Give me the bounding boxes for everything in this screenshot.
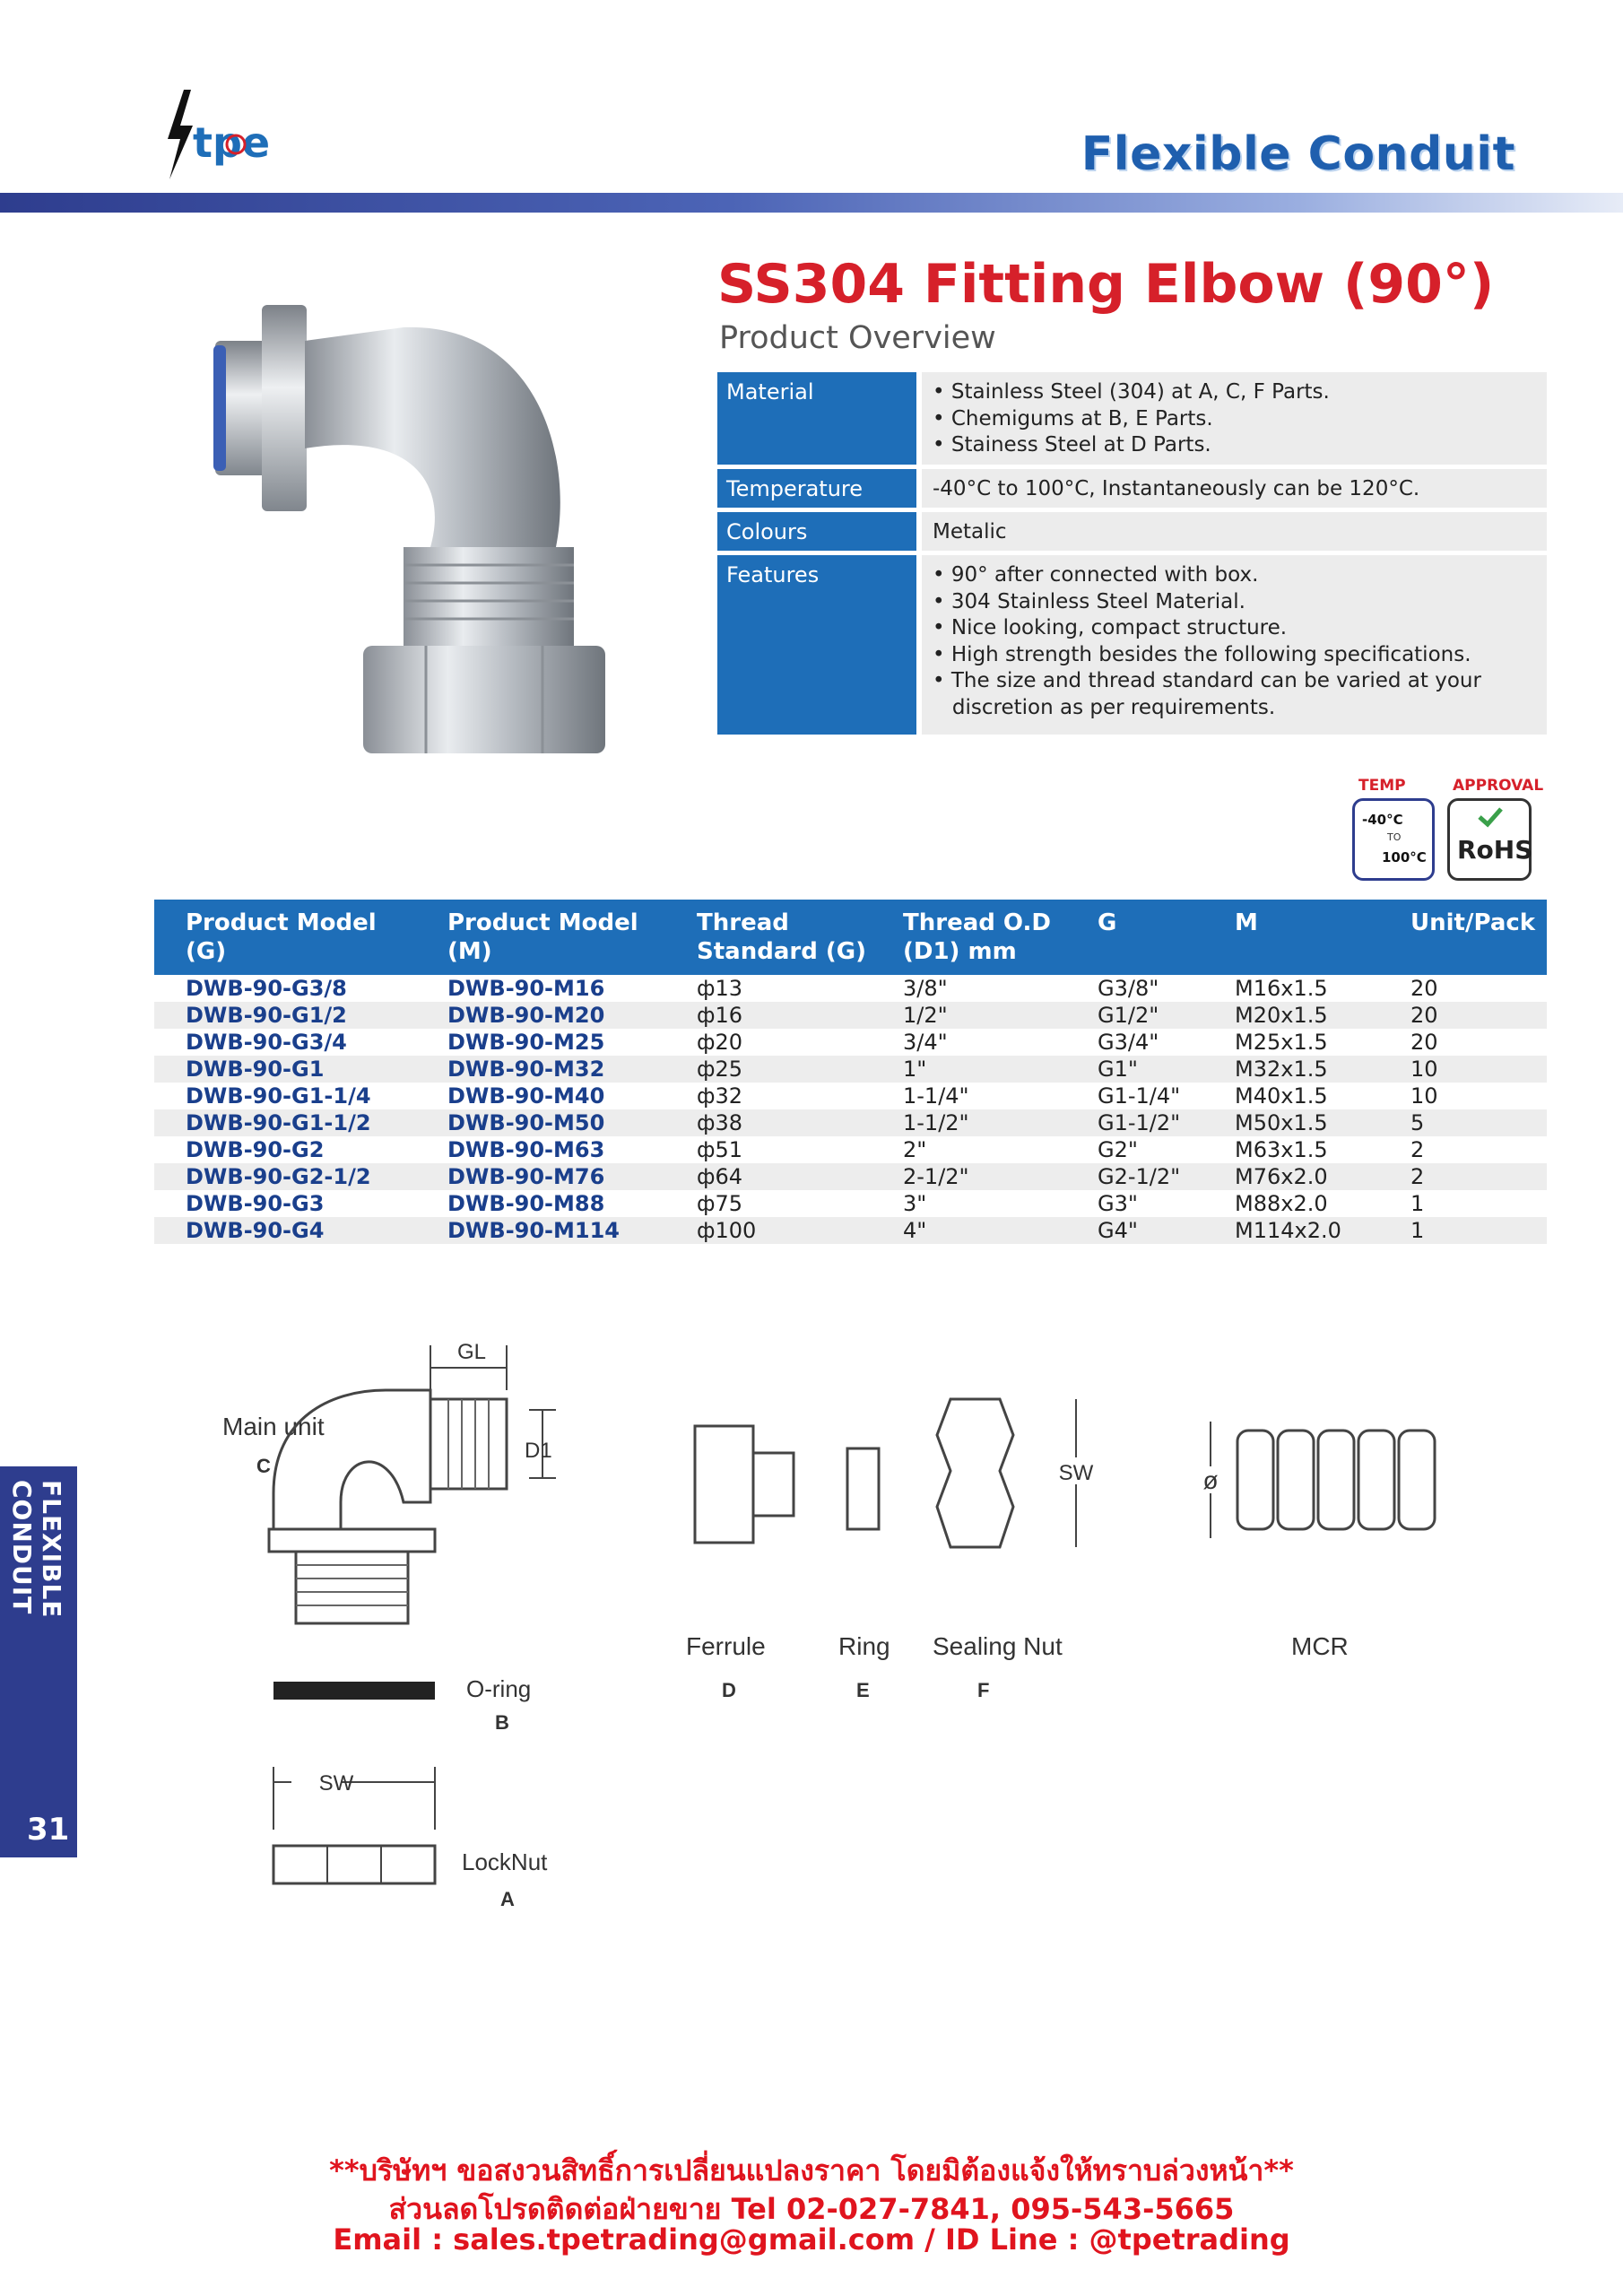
- table-cell: ф64: [697, 1163, 903, 1190]
- table-cell: DWB-90-M32: [447, 1056, 697, 1083]
- table-cell: 1-1/2": [903, 1109, 1098, 1136]
- table-cell: ф25: [697, 1056, 903, 1083]
- table-row: [154, 1083, 1547, 1109]
- spec-line: -40°C to 100°C, Instantaneously can be 120°C.: [933, 477, 1420, 500]
- table-cell: 2": [903, 1136, 1098, 1163]
- table-cell: DWB-90-M76: [447, 1163, 697, 1190]
- sealing-nut-label: Sealing Nut: [933, 1632, 1063, 1660]
- spec-row-colours: [717, 512, 1547, 551]
- column-header: Unit/Pack: [1410, 900, 1547, 975]
- table-cell: DWB-90-M40: [447, 1083, 697, 1109]
- table-cell: ф51: [697, 1136, 903, 1163]
- table-cell: G1": [1098, 1056, 1235, 1083]
- table-cell: G3/4": [1098, 1029, 1235, 1056]
- table-cell: 2: [1410, 1163, 1547, 1190]
- page-number: 31: [27, 1812, 70, 1848]
- table-cell: M40x1.5: [1235, 1083, 1410, 1109]
- table-cell: DWB-90-G3/4: [154, 1029, 447, 1056]
- table-cell: G1-1/4": [1098, 1083, 1235, 1109]
- table-cell: 4": [903, 1217, 1098, 1244]
- table-cell: 20: [1410, 1029, 1547, 1056]
- table-cell: 3/8": [903, 975, 1098, 1002]
- rohs-badge: [1447, 798, 1532, 881]
- d1-label: D1: [525, 1439, 552, 1463]
- spec-line: discretion as per requirements.: [933, 695, 1276, 719]
- table-cell: DWB-90-G2-1/2: [154, 1163, 447, 1190]
- table-header-row: [154, 900, 1547, 975]
- table-cell: 3": [903, 1190, 1098, 1217]
- temp-high: 100°C: [1382, 849, 1427, 865]
- table-cell: M88x2.0: [1235, 1190, 1410, 1217]
- footer-notice: **บริษัทฯ ขอสงวนสิทธิ์การเปลี่ยนแปลงราคา โดยมิต้องแจ้งให้ทราบล่วงหน้า**: [329, 2153, 1294, 2187]
- o-ring-label: O-ring: [466, 1675, 532, 1702]
- spec-line: • Nice looking, compact structure.: [933, 616, 1288, 639]
- table-cell: 2-1/2": [903, 1163, 1098, 1190]
- spec-line: • 304 Stainless Steel Material.: [933, 589, 1245, 613]
- table-cell: ф13: [697, 975, 903, 1002]
- spec-line: • The size and thread standard can be varied at your: [933, 669, 1481, 692]
- table-cell: DWB-90-M63: [447, 1136, 697, 1163]
- table-cell: ф100: [697, 1217, 903, 1244]
- table-row: [154, 975, 1547, 1002]
- spec-label: Temperature: [717, 469, 916, 508]
- gl-label: GL: [457, 1340, 487, 1364]
- table-cell: DWB-90-G2: [154, 1136, 447, 1163]
- header-bar: [0, 193, 1623, 213]
- temp-badge-label: TEMP: [1358, 777, 1406, 795]
- column-header: Product Model (G): [154, 900, 447, 975]
- table-row: [154, 1136, 1547, 1163]
- table-row: [154, 1109, 1547, 1136]
- part-c-label: C: [256, 1455, 271, 1477]
- table-cell: 10: [1410, 1083, 1547, 1109]
- footer-contact: Email : sales.tpetrading@gmail.com / ID Line : @tpetrading: [333, 2222, 1290, 2257]
- table-row: [154, 1217, 1547, 1244]
- table-cell: G3": [1098, 1190, 1235, 1217]
- mcr-label: MCR: [1291, 1632, 1349, 1660]
- table-cell: DWB-90-M25: [447, 1029, 697, 1056]
- spec-line: • 90° after connected with box.: [933, 563, 1259, 587]
- table-cell: DWB-90-M16: [447, 975, 697, 1002]
- table-row: [154, 1163, 1547, 1190]
- column-header: M: [1235, 900, 1410, 975]
- table-cell: M114x2.0: [1235, 1217, 1410, 1244]
- tpe-logo: [157, 85, 291, 184]
- temp-low: -40°C: [1362, 812, 1403, 828]
- spec-row-temperature: [717, 469, 1547, 508]
- table-cell: ф16: [697, 1002, 903, 1029]
- table-cell: DWB-90-G4: [154, 1217, 447, 1244]
- part-b-label: B: [495, 1711, 509, 1734]
- spec-value: [922, 512, 1547, 551]
- approval-badge-label: APPROVAL: [1453, 777, 1544, 795]
- part-f-label: F: [977, 1679, 990, 1701]
- ferrule-label: Ferrule: [686, 1632, 766, 1660]
- logo-text: tpe: [193, 118, 271, 167]
- table-cell: M50x1.5: [1235, 1109, 1410, 1136]
- spec-label: Material: [717, 372, 916, 465]
- technical-drawing: [161, 1327, 1506, 1937]
- table-cell: DWB-90-M50: [447, 1109, 697, 1136]
- check-icon: [1477, 806, 1504, 828]
- spec-line: • Chemigums at B, E Parts.: [933, 406, 1213, 430]
- spec-line: • Stainless Steel (304) at A, C, F Parts.: [933, 380, 1330, 404]
- footer-phone: ส่วนลดโปรดติดต่อฝ่ายขาย Tel 02-027-7841, 095-543-5665: [388, 2192, 1235, 2226]
- column-header: G: [1098, 900, 1235, 975]
- model-table: [154, 900, 1547, 1244]
- side-tab-label: FLEXIBLE CONDUIT: [7, 1480, 66, 1619]
- spec-line: • High strength besides the following specifications.: [933, 642, 1471, 666]
- locknut-label: LockNut: [462, 1848, 548, 1875]
- spec-table: [717, 372, 1547, 739]
- column-header: Thread O.D (D1) mm: [903, 900, 1098, 975]
- spec-line: Metalic: [933, 520, 1007, 544]
- product-subtitle: Product Overview: [719, 320, 996, 356]
- table-cell: DWB-90-G1-1/4: [154, 1083, 447, 1109]
- table-cell: DWB-90-G1/2: [154, 1002, 447, 1029]
- table-cell: DWB-90-M114: [447, 1217, 697, 1244]
- spec-row-material: [717, 372, 1547, 465]
- table-cell: DWB-90-G1-1/2: [154, 1109, 447, 1136]
- phi-label: ø: [1202, 1466, 1219, 1494]
- table-cell: M32x1.5: [1235, 1056, 1410, 1083]
- table-cell: G4": [1098, 1217, 1235, 1244]
- table-cell: G2": [1098, 1136, 1235, 1163]
- table-cell: ф75: [697, 1190, 903, 1217]
- temp-to: TO: [1387, 831, 1402, 843]
- table-cell: 1: [1410, 1190, 1547, 1217]
- table-cell: 1: [1410, 1217, 1547, 1244]
- product-title: SS304 Fitting Elbow (90°): [717, 253, 1495, 316]
- spec-value: [922, 469, 1547, 508]
- table-cell: 1/2": [903, 1002, 1098, 1029]
- table-cell: G2-1/2": [1098, 1163, 1235, 1190]
- spec-label: Features: [717, 555, 916, 735]
- spec-label: Colours: [717, 512, 916, 551]
- table-row: [154, 1002, 1547, 1029]
- spec-value: [922, 372, 1547, 465]
- part-e-label: E: [856, 1679, 870, 1701]
- table-cell: 20: [1410, 1002, 1547, 1029]
- table-cell: 20: [1410, 975, 1547, 1002]
- table-cell: 1": [903, 1056, 1098, 1083]
- sw-nut-label: SW: [1058, 1461, 1094, 1485]
- table-row: [154, 1190, 1547, 1217]
- table-cell: DWB-90-M20: [447, 1002, 697, 1029]
- table-cell: M16x1.5: [1235, 975, 1410, 1002]
- table-cell: DWB-90-G3: [154, 1190, 447, 1217]
- table-cell: ф38: [697, 1109, 903, 1136]
- section-title: Flexible Conduit: [1081, 127, 1515, 181]
- ring-label: Ring: [838, 1632, 890, 1660]
- table-cell: DWB-90-G3/8: [154, 975, 447, 1002]
- table-cell: M63x1.5: [1235, 1136, 1410, 1163]
- table-cell: M20x1.5: [1235, 1002, 1410, 1029]
- part-a-label: A: [500, 1888, 515, 1910]
- table-cell: 2: [1410, 1136, 1547, 1163]
- spec-value: [922, 555, 1547, 735]
- table-row: [154, 1056, 1547, 1083]
- table-cell: ф32: [697, 1083, 903, 1109]
- part-d-label: D: [722, 1679, 736, 1701]
- table-cell: M76x2.0: [1235, 1163, 1410, 1190]
- table-cell: G1/2": [1098, 1002, 1235, 1029]
- table-cell: 3/4": [903, 1029, 1098, 1056]
- table-cell: DWB-90-M88: [447, 1190, 697, 1217]
- column-header: Product Model (M): [447, 900, 697, 975]
- table-cell: G3/8": [1098, 975, 1235, 1002]
- sw-locknut-label: SW: [318, 1771, 354, 1796]
- column-header: Thread Standard (G): [697, 900, 903, 975]
- table-cell: G1-1/2": [1098, 1109, 1235, 1136]
- main-unit-label: Main unit: [222, 1413, 325, 1440]
- table-cell: 1-1/4": [903, 1083, 1098, 1109]
- table-cell: M25x1.5: [1235, 1029, 1410, 1056]
- table-cell: ф20: [697, 1029, 903, 1056]
- spec-line: • Stainess Steel at D Parts.: [933, 433, 1211, 457]
- table-cell: 5: [1410, 1109, 1547, 1136]
- table-cell: 10: [1410, 1056, 1547, 1083]
- rohs-text: RoHS: [1457, 835, 1533, 865]
- table-row: [154, 1029, 1547, 1056]
- product-photo: [179, 278, 646, 762]
- table-cell: DWB-90-G1: [154, 1056, 447, 1083]
- temp-badge: [1352, 798, 1435, 881]
- spec-row-features: [717, 555, 1547, 735]
